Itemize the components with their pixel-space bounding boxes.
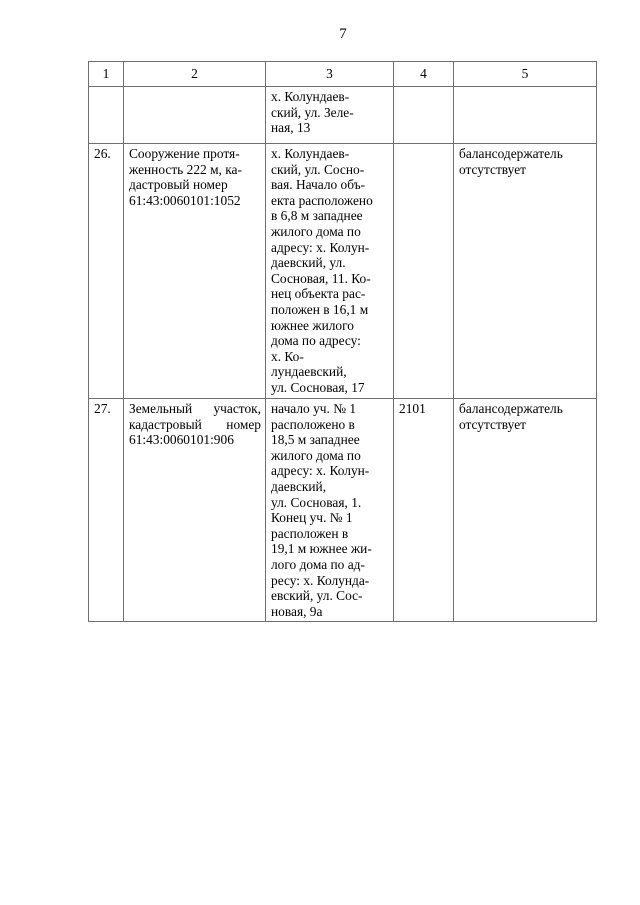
owner-cell: балансодержатель отсутствует <box>454 399 597 622</box>
row-number-cell: 26. <box>89 144 124 399</box>
area-cell <box>394 144 454 399</box>
table-row <box>89 144 597 399</box>
column-header-2: 2 <box>124 62 266 87</box>
column-header-5: 5 <box>454 62 597 87</box>
property-table <box>88 61 597 622</box>
object-name-cell <box>124 87 266 144</box>
owner-cell: балансодержатель отсутствует <box>454 144 597 399</box>
owner-cell <box>454 87 597 144</box>
page-number: 7 <box>339 26 347 42</box>
address-cell: х. Колундаев- ский, ул. Зеле- ная, 13 <box>266 87 394 144</box>
table-row <box>89 399 597 622</box>
address-cell: начало уч. № 1 расположено в 18,5 м западнее жилого дома по адресу: х. Колун- даевский, ул. Сосновая, 1. Конец уч. № 1 расположен в 19,1 м южнее жи- лого дома по ад- ресу: х. Колунда- евский, ул. Сос- новая, 9а <box>266 399 394 622</box>
object-name-cell: Земельный участок, кадастровый номер 61:43:0060101:906 <box>124 399 266 622</box>
object-name-cell: Сооружение протя- женность 222 м, ка- дастровый номер 61:43:0060101:1052 <box>124 144 266 399</box>
area-cell <box>394 87 454 144</box>
column-header-1: 1 <box>89 62 124 87</box>
column-header-4: 4 <box>394 62 454 87</box>
address-cell: х. Колундаев- ский, ул. Сосно- вая. Начало объ- екта расположено в 6,8 м западнее жилого дома по адресу: х. Колун- даевский, ул. Сосновая, 11. Ко- нец объекта рас- положен в 16,1 м южнее жилого дома по адресу: х. Ко- лундаевский, ул. Сосновая, 17 <box>266 144 394 399</box>
column-header-3: 3 <box>266 62 394 87</box>
area-cell: 2101 <box>394 399 454 622</box>
table-row-continuation <box>89 87 597 144</box>
table-header-row <box>89 62 597 87</box>
row-number-cell: 27. <box>89 399 124 622</box>
row-number-cell <box>89 87 124 144</box>
